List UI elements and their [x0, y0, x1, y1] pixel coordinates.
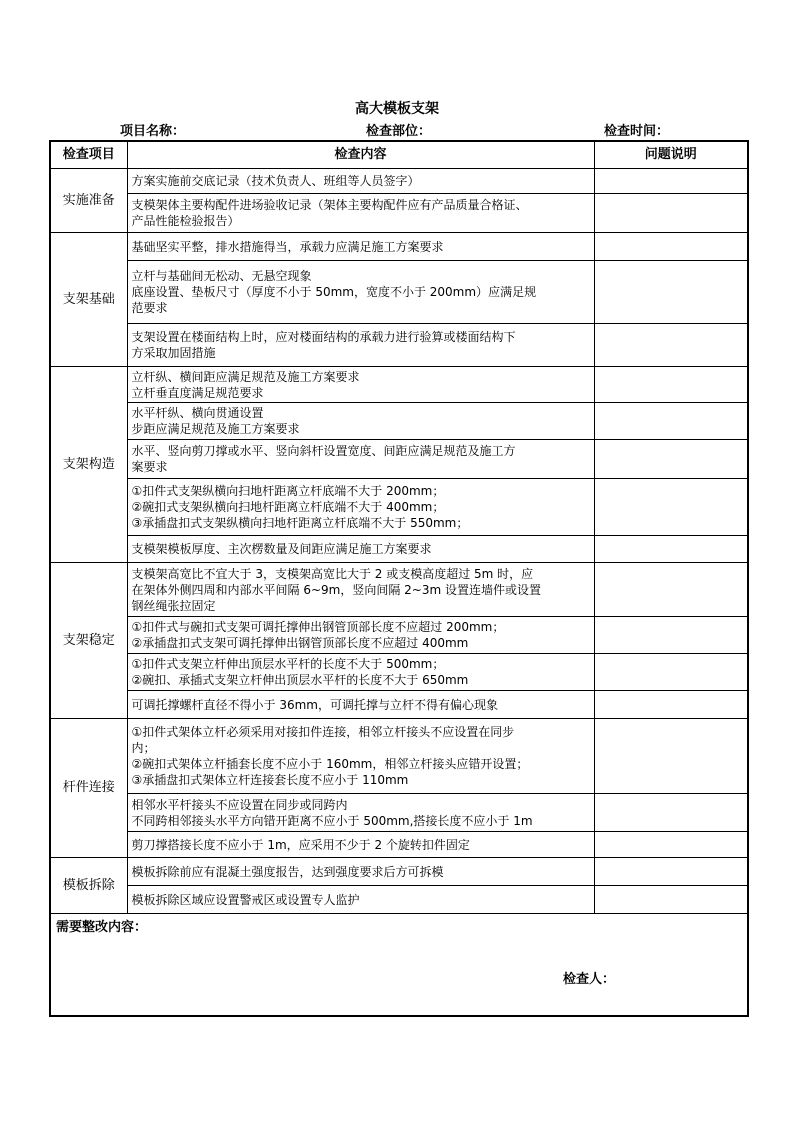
category-cell: 杆件连接 [50, 719, 127, 858]
page-title: 高大模板支架 [355, 101, 439, 117]
content-cell: 立杆纵、横间距应满足规范及施工方案要求 立杆垂直度满足规范要求 [127, 367, 594, 403]
issue-cell[interactable] [594, 794, 748, 832]
issue-cell[interactable] [594, 858, 748, 886]
content-cell: 支模架高宽比不宜大于 3，支模架高宽比大于 2 或支模高度超过 5m 时，应 在架体外侧四周和内部水平间隔 6~9m，竖向间隔 2~3m 设置连墙件或设置 钢丝绳张拉固定 [127, 563, 594, 617]
table-row [50, 440, 748, 479]
issue-cell[interactable] [594, 691, 748, 719]
category-cell: 实施准备 [50, 169, 127, 233]
remark-row [50, 914, 748, 1017]
table-row [50, 536, 748, 563]
issue-cell[interactable] [594, 654, 748, 691]
issue-cell[interactable] [594, 832, 748, 858]
table-row [50, 691, 748, 719]
issue-cell[interactable] [594, 536, 748, 563]
category-cell: 支架基础 [50, 233, 127, 367]
table-row [50, 832, 748, 858]
table-row [50, 194, 748, 233]
issue-cell[interactable] [594, 367, 748, 403]
header-category: 检查项目 [50, 141, 127, 169]
content-cell: 模板拆除区域应设置警戒区或设置专人监护 [127, 886, 594, 914]
table-row [50, 654, 748, 691]
table-row [50, 403, 748, 440]
issue-cell[interactable] [594, 169, 748, 194]
table-row [50, 261, 748, 324]
table-row [50, 886, 748, 914]
content-cell: ①扣件式支架立杆伸出顶层水平杆的长度不大于 500mm； ②碗扣、承插式支架立杆伸出顶层水平杆的长度不大于 650mm [127, 654, 594, 691]
issue-cell[interactable] [594, 403, 748, 440]
issue-cell[interactable] [594, 479, 748, 536]
issue-cell[interactable] [594, 324, 748, 367]
category-cell: 模板拆除 [50, 858, 127, 914]
table-row [50, 563, 748, 617]
content-cell: 可调托撑螺杆直径不得小于 36mm，可调托撑与立杆不得有偏心现象 [127, 691, 594, 719]
content-cell: 支架设置在楼面结构上时，应对楼面结构的承载力进行验算或楼面结构下 方采取加固措施 [127, 324, 594, 367]
table-row [50, 367, 748, 403]
remark-cell[interactable] [50, 914, 748, 1017]
issue-cell[interactable] [594, 617, 748, 654]
content-cell: 方案实施前交底记录（技术负责人、班组等人员签字） [127, 169, 594, 194]
content-cell: 剪刀撑搭接长度不应小于 1m，应采用不少于 2 个旋转扣件固定 [127, 832, 594, 858]
issue-cell[interactable] [594, 563, 748, 617]
content-cell: 水平杆纵、横向贯通设置 步距应满足规范及施工方案要求 [127, 403, 594, 440]
table-row [50, 324, 748, 367]
table-row [50, 233, 748, 261]
issue-cell[interactable] [594, 233, 748, 261]
content-cell: ①扣件式架体立杆必须采用对接扣件连接，相邻立杆接头不应设置在同步 内； ②碗扣式架体立杆插套长度不应小于 160mm，相邻立杆接头应错开设置； ③承插盘扣式架体立杆连接套长度不应小于 110mm [127, 719, 594, 794]
header-content: 检查内容 [127, 141, 594, 169]
table-row [50, 719, 748, 794]
inspection-time-label: 检查时间： [604, 124, 670, 139]
content-cell: ①扣件式支架纵横向扫地杆距离立杆底端不大于 200mm； ②碗扣式支架纵横向扫地杆距离立杆底端不大于 400mm； ③承插盘扣式支架纵横向扫地杆距离立杆底端不大于 550mm； [127, 479, 594, 536]
content-cell: 基础坚实平整，排水措施得当，承载力应满足施工方案要求 [127, 233, 594, 261]
table-row [50, 858, 748, 886]
table-header [50, 141, 748, 169]
issue-cell[interactable] [594, 261, 748, 324]
inspector-label: 检查人： [563, 972, 616, 987]
remark-label: 需要整改内容： [56, 920, 148, 935]
inspection-table [49, 140, 749, 1017]
content-cell: ①扣件式与碗扣式支架可调托撑伸出钢管顶部长度不应超过 200mm； ②承插盘扣式支架可调托撑伸出钢管顶部长度不应超过 400mm [127, 617, 594, 654]
issue-cell[interactable] [594, 886, 748, 914]
table-row [50, 479, 748, 536]
inspection-location-label: 检查部位： [366, 124, 432, 139]
table-row [50, 617, 748, 654]
category-cell: 支架稳定 [50, 563, 127, 719]
table-row [50, 794, 748, 832]
project-name-label: 项目名称： [120, 124, 186, 139]
content-cell: 模板拆除前应有混凝土强度报告，达到强度要求后方可拆模 [127, 858, 594, 886]
issue-cell[interactable] [594, 194, 748, 233]
category-cell: 支架构造 [50, 367, 127, 563]
table-row [50, 169, 748, 194]
content-cell: 支模架模板厚度、主次楞数量及间距应满足施工方案要求 [127, 536, 594, 563]
content-cell: 立杆与基础间无松动、无悬空现象 底座设置、垫板尺寸（厚度不小于 50mm，宽度不小于 200mm）应满足规 范要求 [127, 261, 594, 324]
issue-cell[interactable] [594, 440, 748, 479]
content-cell: 相邻水平杆接头不应设置在同步或同跨内 不同跨相邻接头水平方向错开距离不应小于 500mm,搭接长度不应小于 1m [127, 794, 594, 832]
issue-cell[interactable] [594, 719, 748, 794]
content-cell: 水平、竖向剪刀撑或水平、竖向斜杆设置宽度、间距应满足规范及施工方 案要求 [127, 440, 594, 479]
content-cell: 支模架体主要构配件进场验收记录（架体主要构配件应有产品质量合格证、 产品性能检验报告） [127, 194, 594, 233]
header-issue: 问题说明 [594, 141, 748, 169]
